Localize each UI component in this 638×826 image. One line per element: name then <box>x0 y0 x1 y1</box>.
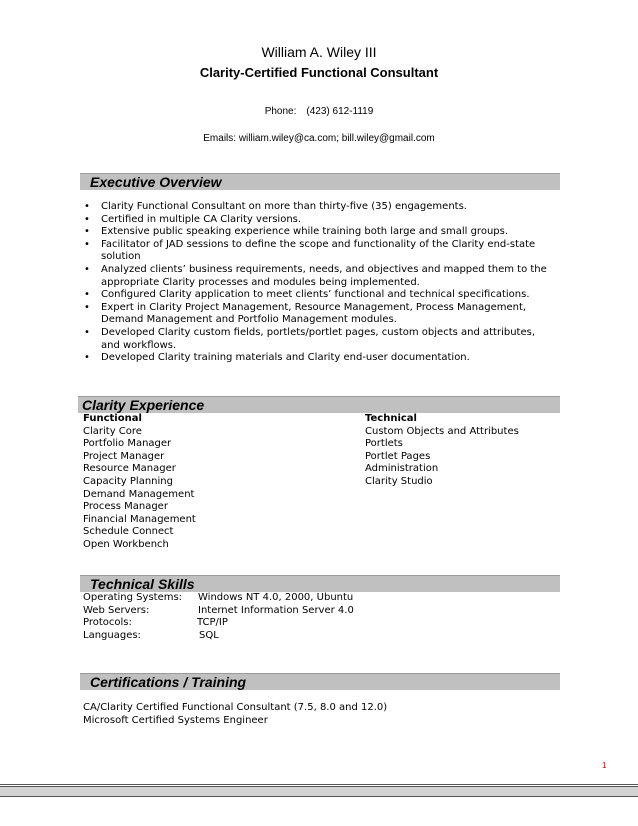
clarity-experience-heading-bar <box>78 396 560 413</box>
executive-overview-heading-bar <box>80 173 560 190</box>
phone-number: (423) 612-1119 <box>306 106 374 117</box>
skill-label: Protocols: <box>83 617 132 629</box>
skill-value: TCP/IP <box>197 617 228 629</box>
list-item: Process Manager <box>83 501 168 513</box>
list-item: • Extensive public speaking experience while training both large and small groups. <box>84 226 554 239</box>
phone-line <box>0 106 638 117</box>
list-item: Capacity Planning <box>83 475 173 487</box>
clarity-experience-heading: Clarity Experience <box>82 397 205 413</box>
footer-band <box>0 786 638 797</box>
technical-skills-heading-bar <box>80 575 560 592</box>
list-item: Portfolio Manager <box>83 438 172 450</box>
list-item: • Clarity Functional Consultant on more than thirty-five (35) engagements. <box>84 201 554 214</box>
list-item: Clarity Core <box>83 425 142 437</box>
list-item: Schedule Connect <box>83 526 174 538</box>
technical-column <box>365 413 519 489</box>
executive-overview-list <box>84 201 554 365</box>
list-item: Portlet Pages <box>365 450 431 462</box>
certifications-heading: Certifications / Training <box>90 674 247 690</box>
list-item: • Certified in multiple CA Clarity versions. <box>84 214 554 227</box>
list-item: Demand Management <box>83 488 195 500</box>
page-number: 1 <box>602 761 607 770</box>
skill-label: Operating Systems: <box>83 592 183 603</box>
list-item: • Expert in Clarity Project Management, Resource Management, Process Management, Demand Management and Portfolio Management modules. <box>84 302 554 327</box>
list-item: Clarity Studio <box>365 475 433 487</box>
list-item: • Configured Clarity application to meet clients’ functional and technical specifications. <box>84 289 554 302</box>
list-item: Financial Management <box>83 513 196 525</box>
list-item: • Facilitator of JAD sessions to define the scope and functionality of the Clarity end-state solution <box>84 239 554 264</box>
skill-value: Internet Information Server 4.0 <box>198 604 354 616</box>
list-item: Project Manager <box>83 450 165 462</box>
list-item: Administration <box>365 463 439 475</box>
list-item: • Analyzed clients’ business requirements, needs, and objectives and mapped them to the appropriate Clarity processes and modules being implemented. <box>84 264 554 289</box>
list-item: Portlets <box>365 438 403 450</box>
phone-label: Phone: <box>264 106 297 117</box>
list-item: • Developed Clarity custom fields, portlets/portlet pages, custom objects and attributes, and workflows. <box>84 327 554 352</box>
functional-heading: Functional <box>83 413 142 424</box>
emails-line: Emails: william.wiley@ca.com; bill.wiley@gmail.com <box>203 133 435 144</box>
list-item: Open Workbench <box>83 538 169 550</box>
candidate-title: Clarity-Certified Functional Consultant <box>199 65 439 80</box>
skill-value: SQL <box>199 629 219 641</box>
executive-overview-heading: Executive Overview <box>90 174 222 190</box>
footer-rule <box>0 784 638 785</box>
functional-column <box>83 413 196 552</box>
list-item: Resource Manager <box>83 463 176 475</box>
list-item: • Developed Clarity training materials and Clarity end-user documentation. <box>84 352 554 365</box>
list-item: Microsoft Certified Systems Engineer <box>83 714 268 726</box>
skill-label: Web Servers: <box>83 604 150 616</box>
skill-value: Windows NT 4.0, 2000, Ubuntu <box>198 592 354 603</box>
skill-label: Languages: <box>83 629 141 641</box>
certifications-list <box>83 702 387 727</box>
candidate-name: William A. Wiley III <box>261 44 377 60</box>
list-item: CA/Clarity Certified Functional Consultant (7.5, 8.0 and 12.0) <box>83 702 388 713</box>
technical-skills-heading: Technical Skills <box>90 576 195 592</box>
certifications-heading-bar <box>80 673 560 690</box>
list-item: Custom Objects and Attributes <box>365 425 519 437</box>
technical-heading: Technical <box>365 413 417 424</box>
